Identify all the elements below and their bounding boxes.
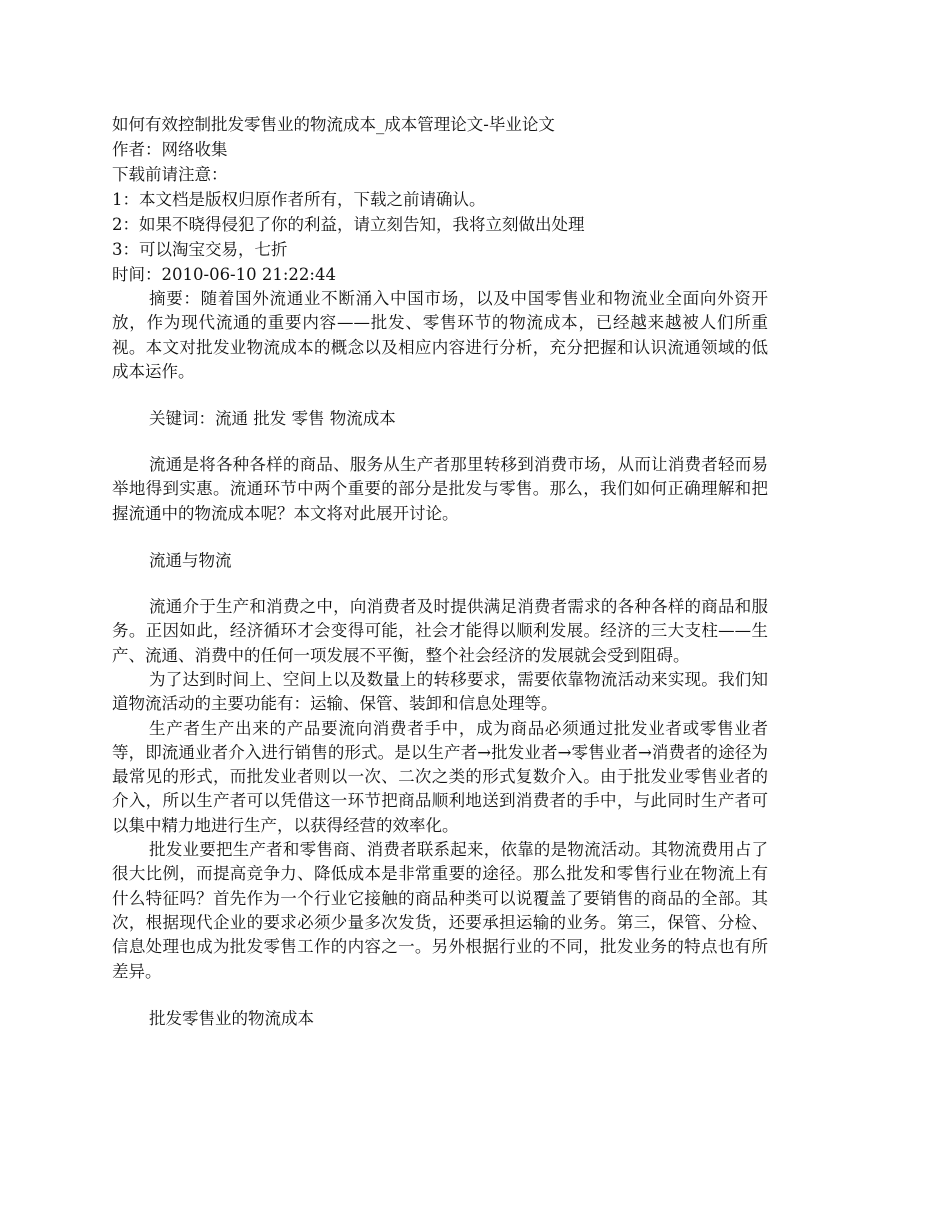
section-heading: 流通与物流 — [149, 551, 232, 571]
body-paragraph: 批发业要把生产者和零售商、消费者联系起来，依靠的是物流活动。其物流费用占了很大比例，而提高竞争力、降低成本是非常重要的途径。那么批发和零售行业在物流上有什么特征吗？首先作为一个行业它接触的商品种类可以说覆盖了要销售的商品的全部。其次，根据现代企业的要求必须少量多次发货，还要承担运输的业务。第三，保管、分检、信息处理也成为批发零售工作的内容之一。另外根据行业的不同，批发业务的特点也有所差异。 — [112, 840, 768, 981]
document-title: 如何有效控制批发零售业的物流成本_成本管理论文-毕业论文 — [112, 115, 555, 134]
body-paragraph: 为了达到时间上、空间上以及数量上的转移要求，需要依靠物流活动来实现。我们知道物流活动的主要功能有：运输、保管、装卸和信息处理等。 — [112, 669, 768, 714]
notice-item: 3：可以淘宝交易，七折 — [112, 240, 288, 259]
intro-paragraph: 流通是将各种各样的商品、服务从生产者那里转移到消费市场，从而让消费者轻而易举地得到实惠。流通环节中两个重要的部分是批发与零售。那么，我们如何正确理解和把握流通中的物流成本呢？本文将对此展开讨论。 — [112, 455, 768, 523]
body-paragraph: 流通介于生产和消费之中，向消费者及时提供满足消费者需求的各种各样的商品和服务。正因如此，经济循环才会变得可能，社会才能得以顺利发展。经济的三大支柱——生产、流通、消费中的任何一项发展不平衡，整个社会经济的发展就会受到阻碍。 — [112, 597, 768, 665]
time-line: 时间：2010-06-10 21:22:44 — [112, 265, 336, 284]
abstract-paragraph: 摘要：随着国外流通业不断涌入中国市场，以及中国零售业和物流业全面向外资开放，作为现代流通的重要内容——批发、零售环节的物流成本，已经越来越被人们所重视。本文对批发业物流成本的概念以及相应内容进行分析，充分把握和认识流通领域的低成本运作。 — [112, 289, 768, 381]
body-paragraph: 生产者生产出来的产品要流向消费者手中，成为商品必须通过批发业者或零售业者等，即流通业者介入进行销售的形式。是以生产者→批发业者→零售业者→消费者的途径为最常见的形式，而批发业者则以一次、二次之类的形式复数介入。由于批发业零售业者的介入，所以生产者可以凭借这一环节把商品顺利地送到消费者的手中，与此同时生产者可以集中精力地进行生产，以获得经营的效率化。 — [112, 718, 768, 835]
section-heading: 批发零售业的物流成本 — [149, 1008, 314, 1028]
author-line: 作者：网络收集 — [112, 140, 228, 159]
keywords-line: 关键词：流通 批发 零售 物流成本 — [149, 409, 396, 429]
document-body — [112, 112, 768, 1031]
notice-heading: 下载前请注意： — [112, 165, 228, 184]
notice-item: 2：如果不晓得侵犯了你的利益，请立刻告知，我将立刻做出处理 — [112, 215, 585, 234]
notice-item: 1：本文档是版权归原作者所有，下载之前请确认。 — [112, 190, 486, 209]
